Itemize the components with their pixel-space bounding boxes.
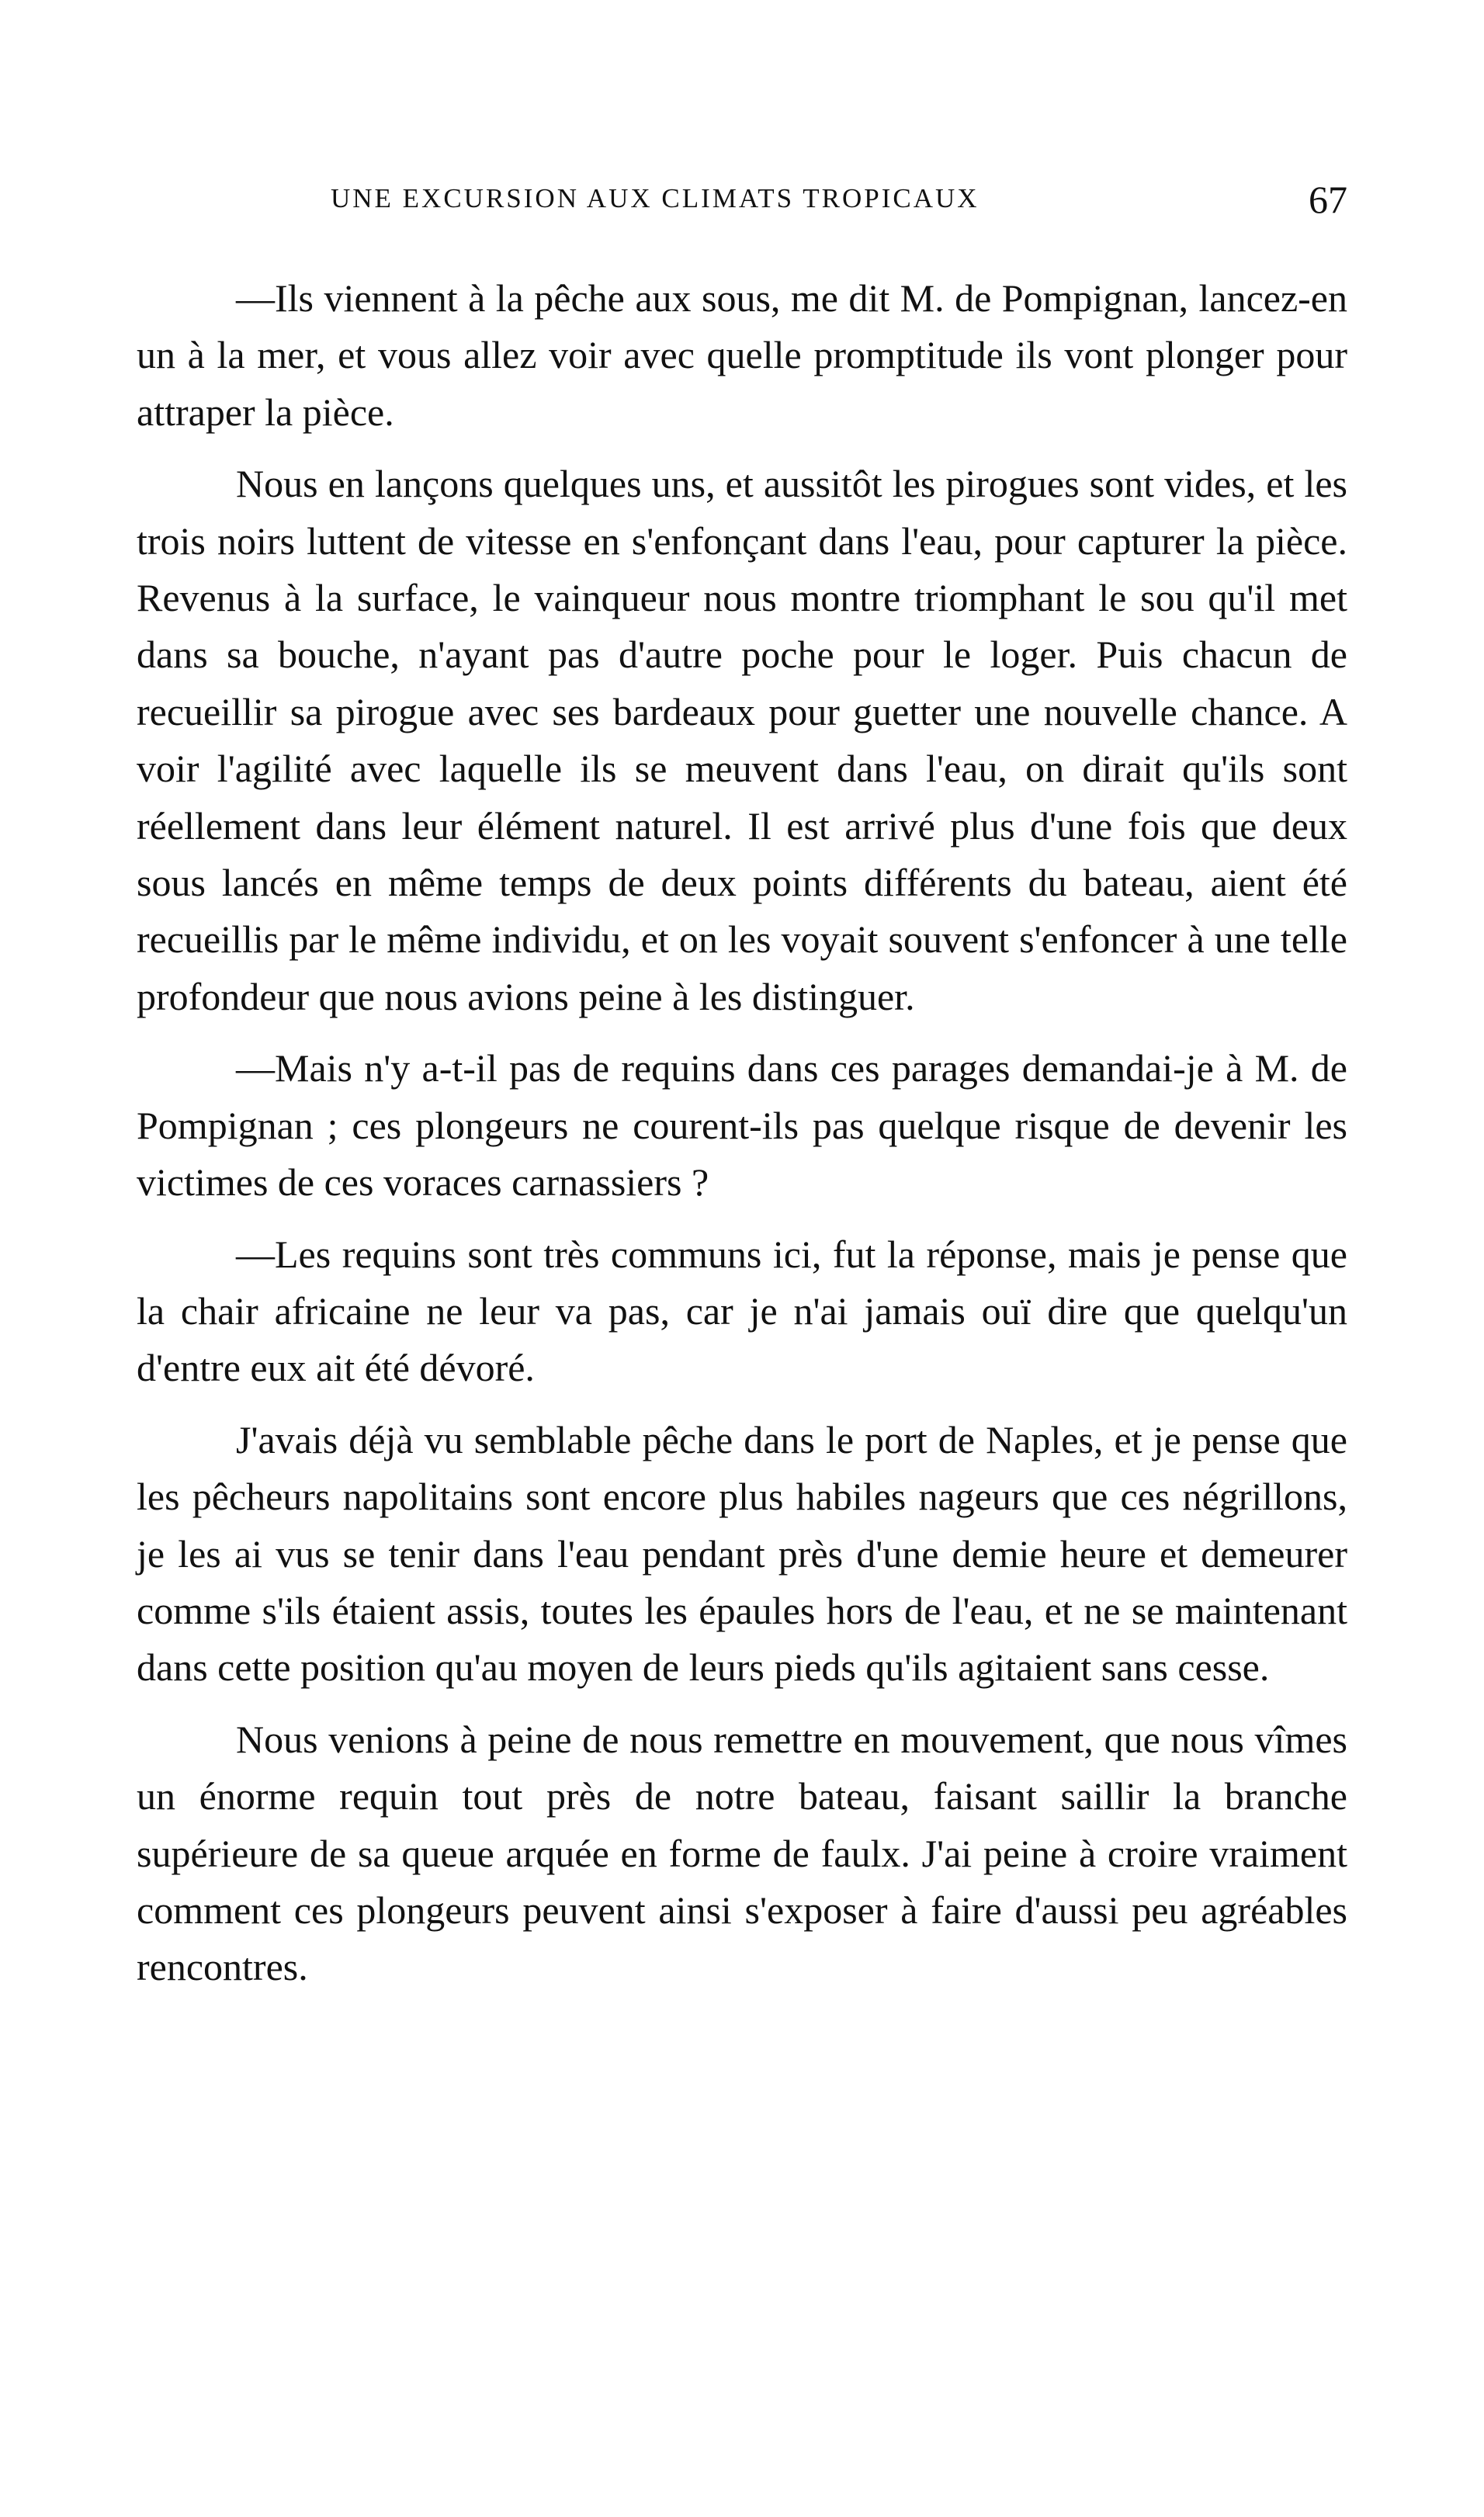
paragraph-plongeurs: Nous en lançons quelques uns, et aussitôt les pirogues sont vides, et les trois noirs luttent de vitesse en s'enfonçant dans l'eau, pour capturer la pièce. Revenus à la surface, le vainqueur nous montre triomphant le sou qu'il met dans sa bouche, n'ayant pas d'autre poche pour le loger. Puis chacun de recueillir sa pirogue avec ses bardeaux pour guetter une nouvelle chance. A voir l'agilité avec laquelle ils se meuvent dans l'eau, on dirait qu'ils sont réellement dans leur élément naturel. Il est arrivé plus d'une fois que deux sous lancés en même temps de deux points différents du bateau, aient été recueillis par le même individu, et on les voyait souvent s'enfoncer à une telle profondeur que nous avions peine à les distinguer. — [137, 462, 1347, 1018]
running-title: UNE EXCURSION AUX CLIMATS TROPICAUX — [331, 183, 980, 213]
paragraph-peche-aux-sous: —Ils viennent à la pêche aux sous, me dit M. de Pompignan, lancez-en un à la mer, et vous allez voir avec quelle promptitude ils vont plonger pour attraper la pièce. — [137, 276, 1347, 434]
paragraph-question-requins: —Mais n'y a-t-il pas de requins dans ces parages demandai-je à M. de Pompignan ; ces plongeurs ne courent-ils pas quelque risque de devenir les victimes de ces voraces carnassiers ? — [137, 1046, 1347, 1205]
running-head — [137, 178, 1347, 230]
body-text — [137, 270, 1347, 1996]
paragraph-naples: J'avais déjà vu semblable pêche dans le port de Naples, et je pense que les pêcheurs napolitains sont encore plus habiles nageurs que ces négrillons, je les ai vus se tenir dans l'eau pendant près d'une demie heure et demeurer comme s'ils étaient assis, toutes les épaules hors de l'eau, et ne se maintenant dans cette position qu'au moyen de leurs pieds qu'ils agitaient sans cesse. — [137, 1417, 1347, 1690]
paragraph-requin-enorme: Nous venions à peine de nous remettre en mouvement, que nous vîmes un énorme requin tout près de notre bateau, faisant saillir la branche supérieure de sa queue arquée en forme de faulx. J'ai peine à croire vraiment comment ces plongeurs peuvent ainsi s'exposer à faire d'aussi peu agréables rencontres. — [137, 1717, 1347, 1989]
page-number: 67 — [1309, 178, 1347, 221]
paragraph-reponse-requins: —Les requins sont très communs ici, fut la réponse, mais je pense que la chair africaine ne leur va pas, car je n'ai jamais ouï dire que quelqu'un d'entre eux ait été dévoré. — [137, 1232, 1347, 1390]
